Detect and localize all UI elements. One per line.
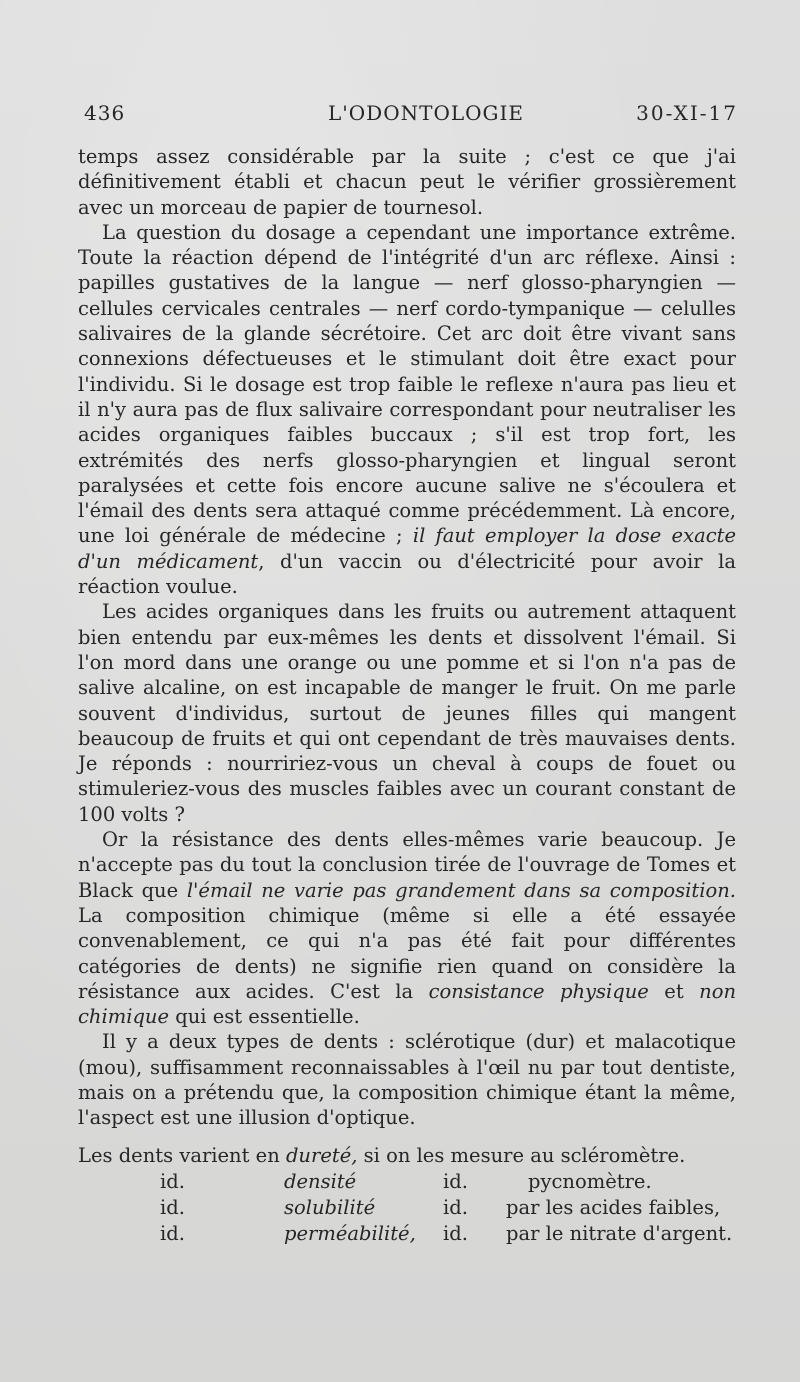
text-run: , d'un vaccin ou d'électricité pour avoir la réaction voulue. bbox=[78, 549, 736, 599]
table-intro-emphasis: dureté, bbox=[285, 1144, 358, 1167]
text-run: Or la résistance des dents elles-mêmes varie beaucoup. Je n'accepte pas du tout la conclusion tirée de l'ouvrage de Tomes et Black que bbox=[78, 828, 736, 902]
running-header bbox=[78, 101, 738, 131]
table-intro-row bbox=[78, 1143, 748, 1169]
paragraph bbox=[78, 827, 736, 1029]
table-cell-id: id. bbox=[443, 1196, 468, 1219]
text-run: Les acides organiques dans les fruits ou autrement attaquent bien entendu par eux-mêmes les dents et dissolvent l'émail. Si l'on mord dans une orange ou une pomme et si l'on n'a pas de salive alcaline, on est incapable de manger le fruit. On me parle souvent d'individus, surtout de jeunes filles qui mangent beaucoup de fruits et qui ont cependant de très mauvaises dents. Je réponds : nourririez-vous un cheval à coups de fouet ou stimuleriez-vous des muscles faibles avec un courant constant de 100 volts ? bbox=[78, 600, 736, 826]
emphasis-text: l'émail ne varie pas grandement dans sa composition. bbox=[186, 878, 736, 902]
table-cell-method: pycnomètre. bbox=[528, 1170, 652, 1193]
text-run: Il y a deux types de dents : sclérotique (dur) et malacotique (mou), suffisamment reconnaissables à l'œil nu par tout dentiste, mais on a prétendu que, la composition chimique étant la même, l'aspect est une illusion d'optique. bbox=[78, 1030, 736, 1130]
page-number: 436 bbox=[84, 101, 126, 125]
table-cell-id: id. bbox=[160, 1222, 185, 1245]
hardness-table bbox=[78, 1143, 748, 1247]
issue-date: 30-XI-17 bbox=[636, 101, 738, 125]
paragraph bbox=[78, 144, 736, 220]
table-cell-id: id. bbox=[160, 1196, 185, 1219]
table-cell-method: par le nitrate d'argent. bbox=[506, 1222, 733, 1245]
table-intro-start: Les dents varient en bbox=[78, 1144, 286, 1167]
table-cell-property: densité bbox=[284, 1170, 357, 1193]
paragraph bbox=[78, 599, 736, 827]
table-intro-end: si on les mesure au scléromètre. bbox=[357, 1144, 686, 1167]
emphasis-text: il faut employer la dose exacte d'un médicament bbox=[78, 524, 736, 573]
body-text bbox=[78, 144, 736, 1131]
table-cell-id: id. bbox=[160, 1170, 185, 1193]
text-run: temps assez considérable par la suite ; c'est ce que j'ai définitivement établi et chacun peut le vérifier grossièrement avec un morceau de papier de tournesol. bbox=[78, 145, 736, 219]
table-row bbox=[78, 1221, 748, 1247]
table-cell-property: solubilité bbox=[284, 1196, 376, 1219]
text-run: La composition chimique (même si elle a été essayée convenablement, ce qui n'a pas été fait pour différentes catégories de dents) ne signifie rien quand on considère la résistance aux acides. C'est la bbox=[78, 903, 736, 1003]
table-cell-property: perméabilité, bbox=[284, 1222, 416, 1245]
table-cell-id: id. bbox=[443, 1170, 468, 1193]
emphasis-text: non chimique bbox=[78, 979, 736, 1029]
paragraph bbox=[78, 220, 736, 599]
table-cell-id: id. bbox=[443, 1222, 468, 1245]
emphasis-text: consistance physique bbox=[428, 979, 649, 1003]
table-row bbox=[78, 1195, 748, 1221]
text-run: et bbox=[648, 979, 700, 1003]
journal-title: L'ODONTOLOGIE bbox=[328, 101, 524, 125]
text-run: La question du dosage a cependant une importance extrême. Toute la réaction dépend de l'intégrité d'un arc réflexe. Ainsi : papilles gustatives de la langue — nerf glosso-pharyngien — cellules cervicales centrales — nerf cordo-tympanique — celulles salivaires de la glande sécrétoire. Cet arc doit être vivant sans connexions défectueuses et le stimulant doit être exact pour l'individu. Si le dosage est trop faible le reflexe n'aura pas lieu et il n'y aura pas de flux salivaire correspondant pour neutraliser les acides organiques faibles buccaux ; s'il est trop fort, les extrémités des nerfs glosso-pharyngien et lingual seront paralysées et cette fois encore aucune salive ne s'écoulera et l'émail des dents sera attaqué comme précédemment. Là encore, une loi générale de médecine ; bbox=[78, 220, 736, 548]
text-run: qui est essentielle. bbox=[169, 1005, 360, 1029]
paragraph bbox=[78, 1029, 736, 1130]
table-intro bbox=[78, 1143, 685, 1169]
table-cell-method: par les acides faibles, bbox=[506, 1196, 721, 1219]
table-row bbox=[78, 1169, 748, 1195]
